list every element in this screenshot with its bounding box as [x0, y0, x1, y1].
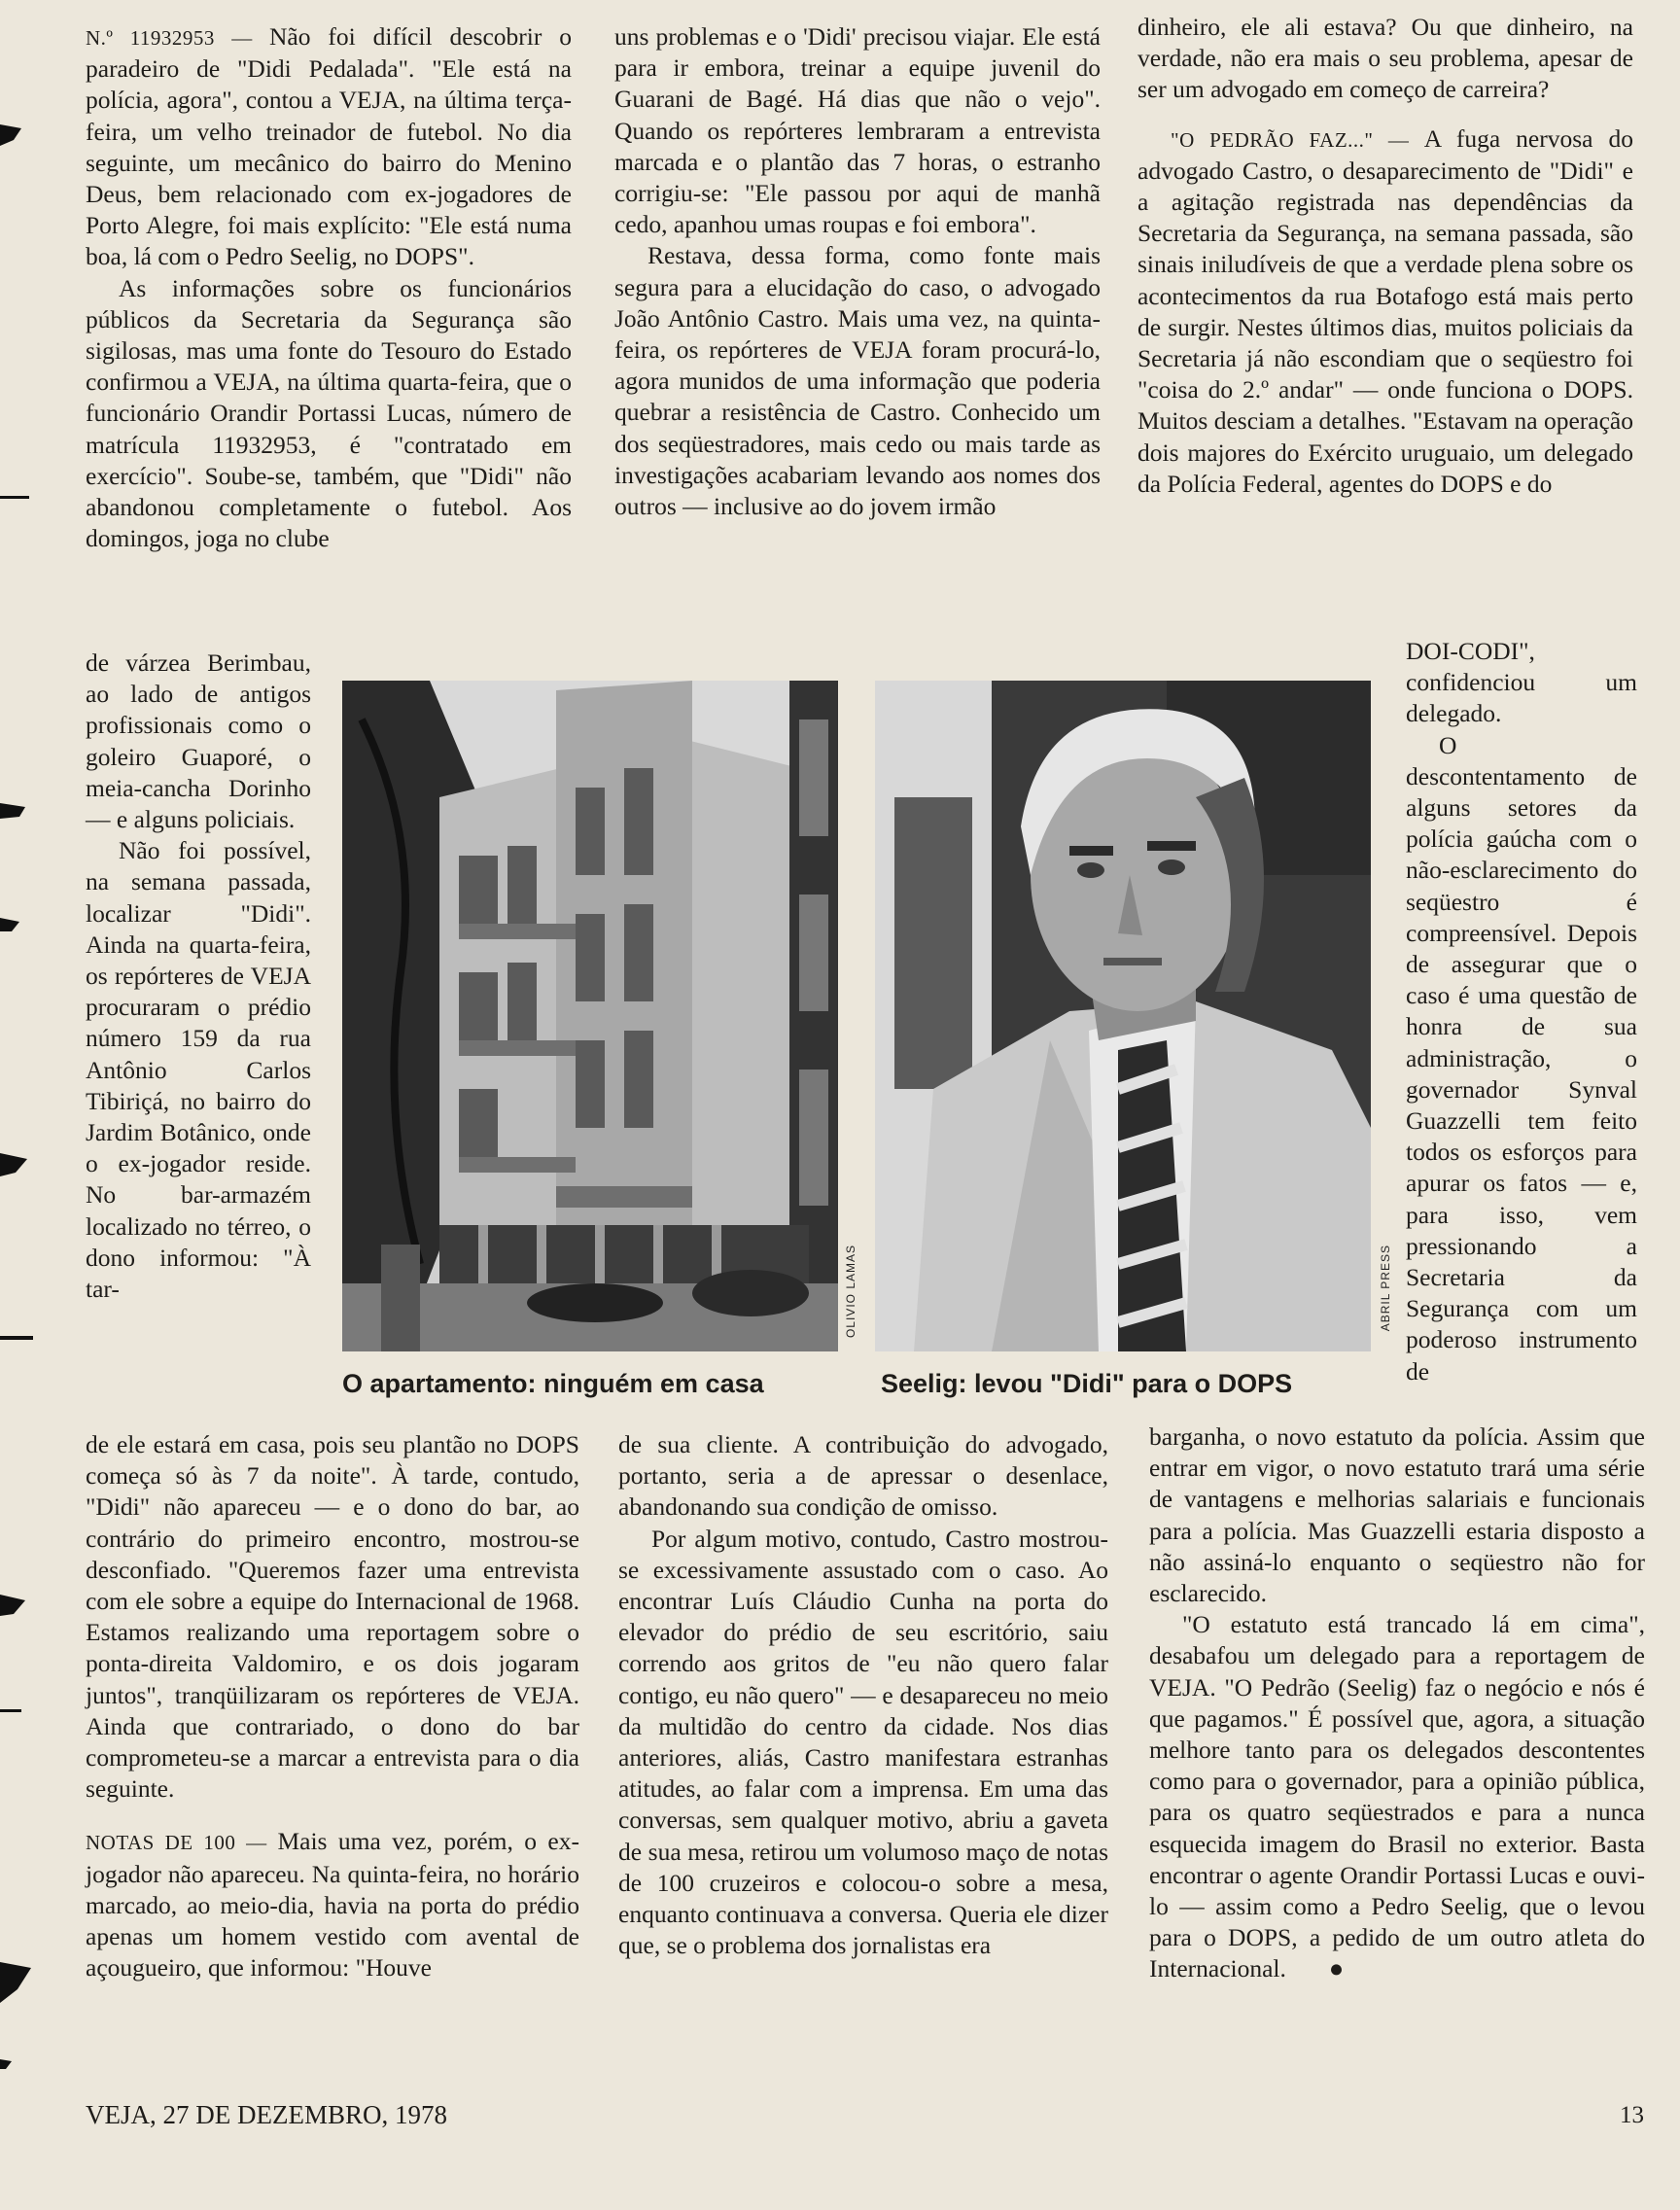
paragraph: O descontentamento de alguns setores da polícia gaúcha com o não-esclarecimento do seqüestro é compreensível. Depois de assegurar que o caso é uma questão de honra de sua administração, o governador Synval Guazzelli tem feito todos os esforços para apurar os fatos — e, para isso, vem pressionando a Secretaria da Segurança com um poderoso instrumento de: [1406, 730, 1637, 1386]
paragraph: Não foi possível, na semana passada, localizar "Didi". Ainda na quarta-feira, os repórteres de VEJA procuraram o prédio número 159 da rua Antônio Carlos Tibiriçá, no bairro do Jardim Botânico, onde o ex-jogador reside. No bar-armazém localizado no térreo, o dono informou: "À tar-: [86, 836, 311, 1304]
section-kicker: "O PEDRÃO FAZ..." —: [1171, 127, 1424, 152]
column-1-lower: [86, 1429, 579, 1983]
photo-caption-right: Seelig: levou "Didi" para o DOPS: [881, 1369, 1293, 1398]
paragraph: DOI-CODI", confidenciou um delegado.: [1406, 637, 1637, 728]
issue-date-footer: VEJA, 27 DE DEZEMBRO, 1978: [86, 2100, 447, 2129]
binding-marks: [0, 0, 45, 2210]
paragraph-notas: [86, 1826, 579, 1983]
paragraph: As informações sobre os funcionários públicos da Secretaria da Segurança são sigilosas, mas uma fonte do Tesouro do Estado confirmou a VEJA, na última quarta-feira, que o funcionário Orandir Portassi Lucas, número de matrícula 11932953, é "contratado em exercício". Soube-se, também, que "Didi" não abandonou completamente o futebol. Aos domingos, joga no clube: [86, 273, 572, 553]
column-3-wrap: [1406, 636, 1637, 1387]
end-mark: ●: [1328, 1954, 1345, 1983]
section-kicker: NOTAS DE 100 —: [86, 1831, 278, 1855]
column-2-lower: [618, 1429, 1108, 1961]
paragraph: Restava, dessa forma, como fonte mais segura para a elucidação do caso, o advogado João Antônio Castro. Mais uma vez, na quinta-feira, os repórteres de VEJA foram procurá-lo, agora munidos de uma informação que poderia quebrar a resistência de Castro. Conhecido um dos seqüestradores, mais cedo ou mais tarde as investigações acabariam levando aos nomes dos outros — inclusive ao do jovem irmão: [614, 241, 1101, 521]
paragraph: de ele estará em casa, pois seu plantão no DOPS começa só às 7 da noite". À tarde, contudo, "Didi" não apareceu — e o dono do bar, ao contrário do primeiro encontro, mostrou-se desconfiado. "Queremos fazer uma entrevista com ele sobre a equipe do Internacional de 1968. Estamos realizando uma reportagem sobre o ponta-direita Valdomiro, e os dois jogaram juntos", tranqüilizaram os repórteres de VEJA. Ainda que contrariado, o dono do bar comprometeu-se a marcar a entrevista para o dia seguinte.: [86, 1430, 579, 1804]
column-1-upper: [86, 21, 572, 554]
photo-apartment-building: [342, 681, 838, 1351]
paragraph: [1149, 1609, 1645, 1984]
section-kicker: N.º 11932953 —: [86, 26, 270, 50]
photo-credit-right: ABRIL PRESS: [1379, 1245, 1392, 1332]
column-3-lower: [1149, 1421, 1645, 1985]
photo-portrait-seelig: [875, 681, 1371, 1351]
paragraph-text: "O estatuto está trancado lá em cima", desabafou um delegado para a reportagem de VEJA. "O Pedrão (Seelig) faz o negócio e nós é que pagamos." É possível que, agora, a situação melhore tanto para os delegados descontentes como para o governador, para a opinião pública, para os quatro seqüestrados e para a nunca esquecida imagem do Brasil no exterior. Basta encontrar o agente Orandir Portassi Lucas e ouvi-lo — assim como a Pedro Seelig, que o levou para o DOPS, a pedido de um outro atleta do Internacional.: [1149, 1610, 1645, 1983]
paragraph: de sua cliente. A contribuição do advogado, portanto, seria a de apressar o desenlace, abandonando sua condição de omisso.: [618, 1430, 1108, 1522]
paragraph: de várzea Berimbau, ao lado de antigos profissionais como o goleiro Guaporé, o meia-cancha Dorinho — e alguns policiais.: [86, 649, 311, 834]
paragraph: Por algum motivo, contudo, Castro mostrou-se excessivamente assustado com o caso. Ao encontrar Luís Cláudio Cunha na porta do elevador do prédio de seu escritório, saiu correndo aos gritos de "eu não quero falar contigo, eu não quero" — e desapareceu no meio da multidão do centro da cidade. Nos dias anteriores, aliás, Castro manifestara estranhas atitudes, ao falar com a imprensa. Em uma das conversas, sem qualquer motivo, abriu a gaveta de sua mesa, retirou um volumoso maço de notas de 100 cruzeiros e colocou-o sobre a mesa, enquanto continuava a conversa. Queria ele dizer que, se o problema dos jornalistas era: [618, 1524, 1108, 1960]
paragraph-text: A fuga nervosa do advogado Castro, o desaparecimento de "Didi" e a agitação registrada nas dependências da Secretaria da Segurança, na semana passada, são sinais iniludíveis de que a verdade plena sobre os acontecimentos da rua Botafogo está mais perto de surgir. Nestes últimos dias, muitos policiais da Secretaria já não escondiam que o seqüestro foi "coisa do 2.º andar" — onde funciona o DOPS. Muitos desciam a detalhes. "Estavam na operação dois majores do Exército uruguaio, um delegado da Polícia Federal, agentes do DOPS e do: [1138, 123, 1633, 498]
column-3-upper: [1138, 12, 1633, 500]
column-2-upper: [614, 21, 1101, 522]
photo-credit-left: OLIVIO LAMAS: [844, 1245, 858, 1339]
paragraph-pedrao: [1138, 123, 1633, 500]
photo-caption-left: O apartamento: ninguém em casa: [342, 1369, 764, 1398]
column-1-wrap: [86, 648, 311, 1305]
paragraph-text: Mais uma vez, porém, o ex-jogador não apareceu. Na quinta-feira, no horário marcado, ao meio-dia, havia na porta do prédio apenas um homem vestido com avental de açougueiro, que informou: "Houve: [86, 1827, 579, 1982]
paragraph-lede: [86, 21, 572, 273]
paragraph: barganha, o novo estatuto da polícia. Assim que entrar em vigor, o novo estatuto trará uma série de vantagens e melhorias salariais e funcionais para a polícia. Mas Guazzelli estaria disposto a não assiná-lo enquanto o seqüestro não for esclarecido.: [1149, 1422, 1645, 1608]
paragraph-text: Não foi difícil descobrir o paradeiro de "Didi Pedalada". "Ele está na polícia, agora", contou a VEJA, na última terça-feira, um velho treinador de futebol. No dia seguinte, um mecânico do bairro do Menino Deus, bem relacionado com ex-jogadores de Porto Alegre, foi mais explícito: "Ele está numa boa, lá com o Pedro Seelig, no DOPS".: [86, 22, 572, 271]
paragraph: uns problemas e o 'Didi' precisou viajar. Ele está para ir embora, treinar a equipe juvenil do Guarani de Bagé. Há dias que não o vejo". Quando os repórteres lembraram a entrevista marcada e o plantão das 7 horas, o estranho corrigiu-se: "Ele passou por aqui de manhã cedo, apanhou umas roupas e foi embora".: [614, 22, 1101, 239]
page-number: 13: [1620, 2102, 1644, 2128]
paragraph: dinheiro, ele ali estava? Ou que dinheiro, na verdade, não era mais o seu problema, apesar de ser um advogado em começo de carreira?: [1138, 13, 1633, 104]
